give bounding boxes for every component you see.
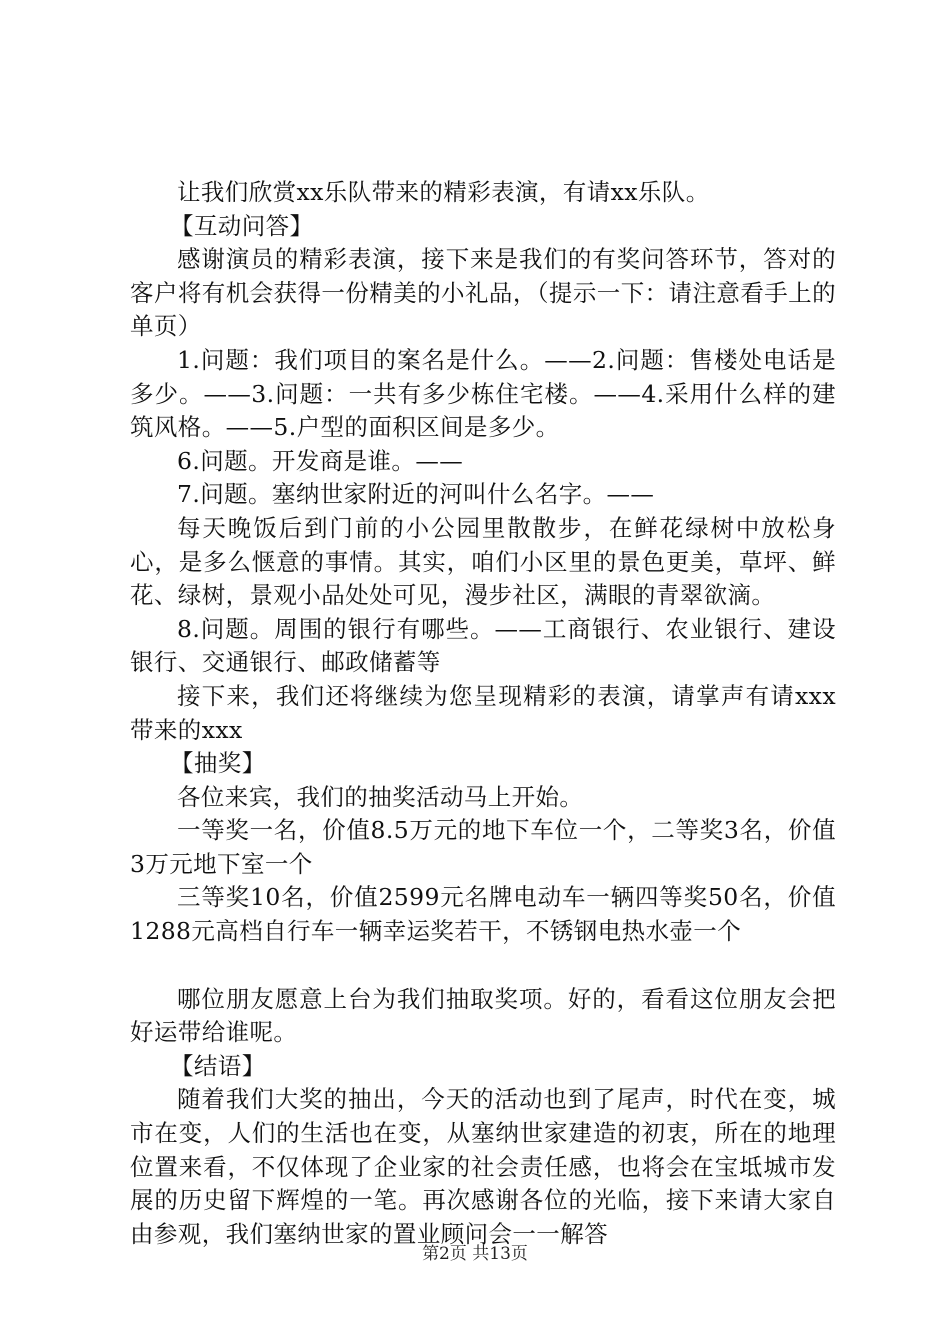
paragraph-scenery: 每天晚饭后到门前的小公园里散散步，在鲜花绿树中放松身心，是多么惬意的事情。其实，咱们小区里的景色更美，草坪、鲜花、绿树，景观小品处处可见，漫步社区，满眼的青翠欲滴。 bbox=[130, 513, 836, 610]
paragraph-question-8: 8.问题。周围的银行有哪些。——工商银行、农业银行、建设银行、交通银行、邮政储蓄等 bbox=[130, 614, 836, 677]
paragraph-next-show: 接下来，我们还将继续为您呈现精彩的表演，请掌声有请xxx带来的xxx bbox=[130, 681, 836, 744]
paragraph-prizes-1-2: 一等奖一名，价值8.5万元的地下车位一个，二等奖3名，价值3万元地下室一个 bbox=[130, 816, 836, 878]
paragraph-question-7: 7.问题。塞纳世家附近的河叫什么名字。—— bbox=[177, 480, 655, 509]
document-body bbox=[130, 176, 836, 1251]
paragraph-conclusion: 随着我们大奖的抽出，今天的活动也到了尾声，时代在变，城市在变，人们的生活也在变，从塞纳世家建造的初衷，所在的地理位置来看，不仅体现了企业家的社会责任感，也将会在宝坻城市发展的历史留下辉煌的一笔。再次感谢各位的光临，接下来请大家自由参观，我们塞纳世家的置业顾问会一一解答 bbox=[130, 1085, 836, 1248]
paragraph-questions-1-5: 1.问题：我们项目的案名是什么。——2.问题：售楼处电话是多少。——3.问题：一共有多少栋住宅楼。——4.采用什么样的建筑风格。——5.户型的面积区间是多少。 bbox=[130, 345, 836, 442]
heading-interactive-qa: 【互动问答】 bbox=[170, 211, 314, 240]
paragraph-band-intro: 让我们欣赏xx乐队带来的精彩表演，有请xx乐队。 bbox=[177, 178, 710, 206]
paragraph-draw-volunteer: 哪位朋友愿意上台为我们抽取奖项。好的，看看这位朋友会把好运带给谁呢。 bbox=[130, 984, 836, 1047]
heading-conclusion: 【结语】 bbox=[170, 1051, 266, 1080]
heading-lottery: 【抽奖】 bbox=[170, 749, 266, 778]
paragraph-lottery-start: 各位来宾，我们的抽奖活动马上开始。 bbox=[177, 782, 584, 811]
paragraph-prizes-3-lucky: 三等奖10名，价值2599元名牌电动车一辆四等奖50名，价值1288元高档自行车一辆幸运奖若干，不锈钢电热水壶一个 bbox=[130, 883, 836, 946]
paragraph-question-6: 6.问题。开发商是谁。—— bbox=[177, 446, 464, 475]
page-number-footer: 第2页 共13页 bbox=[422, 1244, 528, 1264]
paragraph-qa-intro: 感谢演员的精彩表演，接下来是我们的有奖问答环节，答对的客户将有机会获得一份精美的小礼品，（提示一下：请注意看手上的单页） bbox=[130, 245, 836, 341]
